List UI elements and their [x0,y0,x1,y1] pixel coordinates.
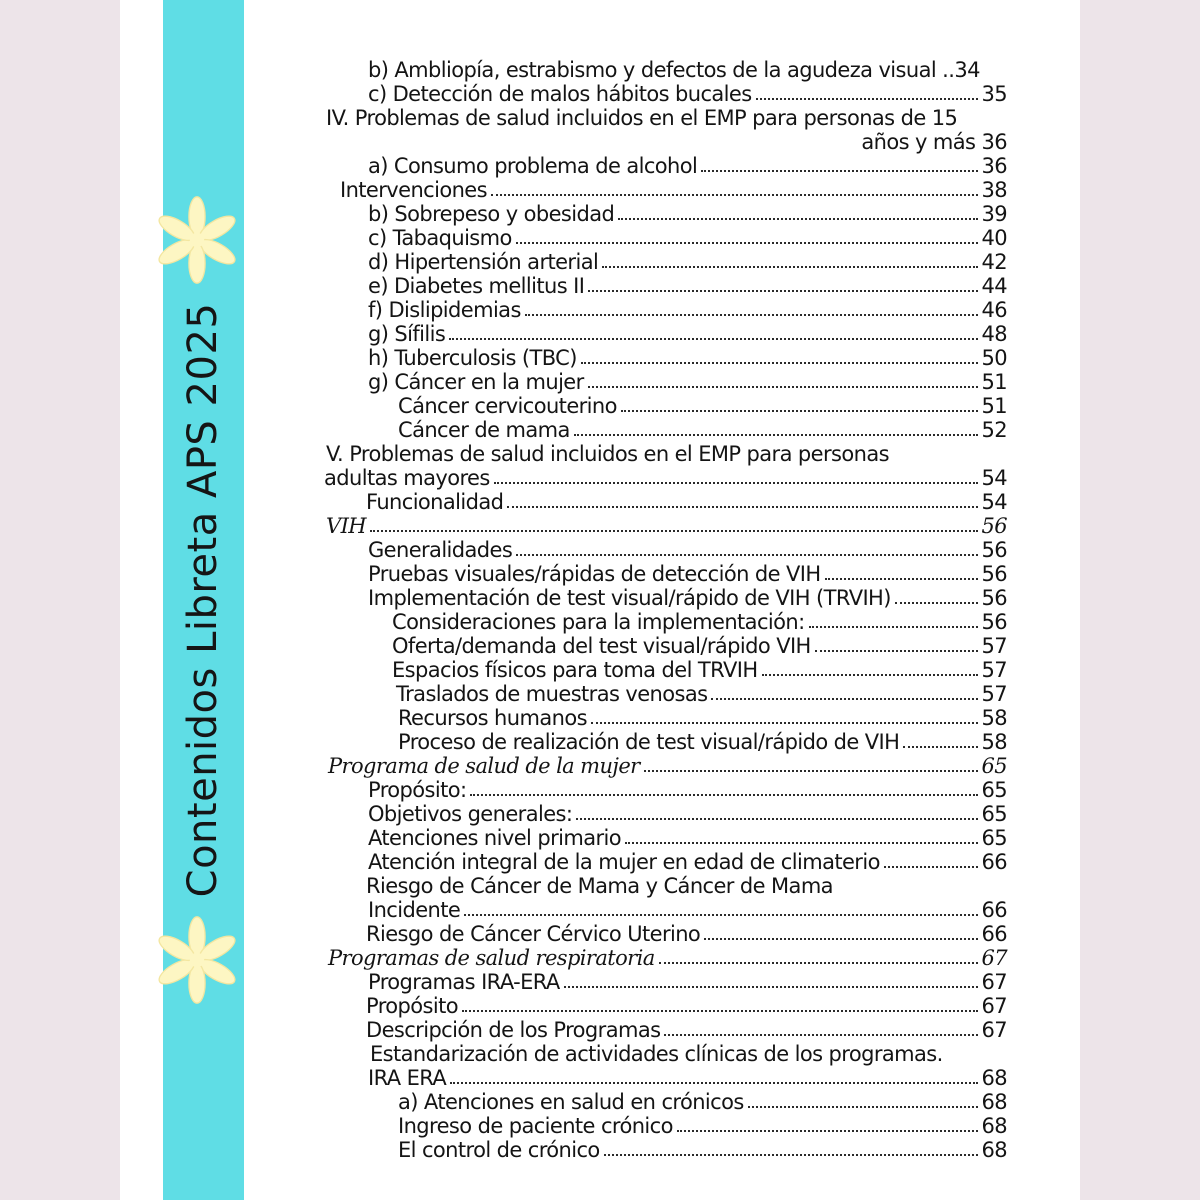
toc-entry-text: Incidente [368,898,461,922]
dot-leader [659,962,979,964]
dot-leader [762,674,979,676]
toc-entry-page: 34 [954,58,980,82]
toc-entry [368,274,1007,298]
toc-entry [368,1066,1007,1090]
dot-leader [756,98,979,100]
dot-leader [895,602,979,604]
toc-entry-text: Oferta/demanda del test visual/rápido VIH [392,634,811,658]
toc-entry-page: 65 [981,778,1007,802]
toc-entry-page: 65 [981,754,1007,778]
toc-entry [392,634,1007,658]
dot-leader [903,746,978,748]
sidebar-title: Contenidos Libreta APS 2025 [180,302,226,898]
toc-entry-text: a) Atenciones en salud en crónicos [398,1090,744,1114]
toc-entry-text: c) Detección de malos hábitos bucales [368,82,752,106]
toc-entry-text: Implementación de test visual/rápido de VIH (TRVIH) [368,586,891,610]
toc-entry-text: Riesgo de Cáncer de Mama y Cáncer de Mama [366,874,833,898]
dot-leader [604,1154,979,1156]
toc-entry-text: Recursos humanos [398,706,587,730]
toc-entry-page: 66 [981,922,1007,946]
toc-entry [398,1090,1007,1114]
dot-leader [450,1082,978,1084]
toc-entry [368,370,1007,394]
toc-entry-page: 57 [981,658,1007,682]
toc-entry-text: Cáncer de mama [398,418,570,442]
toc-entry [368,298,1007,322]
toc-entry [328,754,1007,778]
toc-entry-page: 67 [981,1018,1007,1042]
toc-entry-page: 67 [981,946,1007,970]
toc-entry-text: Descripción de los Programas [366,1018,661,1042]
toc-entry [398,394,1007,418]
toc-entry-page: 56 [981,610,1007,634]
toc-entry [366,490,1007,514]
toc-entry [368,538,1007,562]
toc-entry-page: 50 [981,346,1007,370]
toc-entry-page: 65 [981,802,1007,826]
toc-entry-text: El control de crónico [398,1138,600,1162]
dot-leader [470,794,978,796]
toc-entry-text: Programas de salud respiratoria [328,946,655,970]
dot-leader [825,578,979,580]
dot-leader [370,530,978,532]
toc-entry-text: Espacios físicos para toma del TRVIH [392,658,758,682]
toc-entry-text: b) Ambliopía, estrabismo y defectos de la agudeza visual .. [368,58,955,82]
toc-entry-page: 35 [981,82,1007,106]
toc-entry-page: 68 [981,1066,1007,1090]
dot-leader [516,554,978,556]
toc-entry-page: 54 [981,466,1007,490]
toc-entry [368,58,1007,82]
toc-entry [326,106,957,130]
toc-entry-text: Objetivos generales: [368,802,573,826]
toc-entry [398,1138,1007,1162]
dot-leader [677,1130,979,1132]
toc-entry-page: 67 [981,994,1007,1018]
toc-entry-page: 51 [981,394,1007,418]
toc-entry [396,682,1007,706]
toc-entry [370,1042,943,1066]
toc-entry [328,946,1007,970]
dot-leader [809,626,979,628]
toc-entry-text: f) Dislipidemias [368,298,521,322]
toc-entry [368,778,1007,802]
toc-entry [398,706,1007,730]
dot-leader [588,386,979,388]
dot-leader [494,482,979,484]
toc-entry [392,658,1007,682]
toc-entry-text: Ingreso de paciente crónico [398,1114,673,1138]
dot-leader [884,866,979,868]
toc-entry-page: 36 [981,154,1007,178]
toc-entry [368,970,1007,994]
toc-entry-page: 42 [981,250,1007,274]
toc-entry-page: 65 [981,826,1007,850]
toc-entry-page: 54 [981,490,1007,514]
toc-entry-page: 67 [981,970,1007,994]
toc-entry-page: 36 [981,130,1007,154]
toc-entry-text: Programas IRA-ERA [368,970,560,994]
toc-entry-page: 68 [981,1138,1007,1162]
dot-leader [581,362,979,364]
toc-entry-page: 48 [981,322,1007,346]
toc-entry-page: 44 [981,274,1007,298]
dot-leader [602,266,978,268]
toc-entry-text: c) Tabaquismo [368,226,512,250]
toc-entry [326,514,1007,538]
dot-leader [588,290,978,292]
toc-entry-page: 38 [981,178,1007,202]
toc-entry-text: Riesgo de Cáncer Cérvico Uterino [366,922,701,946]
toc-entry-text: Programa de salud de la mujer [328,754,640,778]
dot-leader [591,722,979,724]
dot-leader [462,1010,979,1012]
toc-entry-text: años y más [861,130,976,154]
toc-entry-text: IV. Problemas de salud incluidos en el EMP para personas de 15 [326,106,958,130]
dot-leader [507,506,978,508]
toc-entry [368,202,1007,226]
toc-entry-text: b) Sobrepeso y obesidad [368,202,615,226]
toc-entry-text: g) Sífilis [368,322,446,346]
toc-entry-page: 57 [981,634,1007,658]
toc-entry [398,418,1007,442]
toc-entry [368,802,1007,826]
toc-entry [398,730,1007,754]
toc-entry-page: 66 [981,850,1007,874]
toc-entry-page: 56 [981,538,1007,562]
toc-entry-page: 56 [981,514,1007,538]
toc-entry-page: 51 [981,370,1007,394]
toc-entry [340,178,1007,202]
toc-entry [368,346,1007,370]
toc-entry-page: 57 [981,682,1007,706]
toc-entry-page: 68 [981,1114,1007,1138]
dot-leader [704,938,978,940]
dot-leader [564,986,979,988]
toc-entry-text: Atención integral de la mujer en edad de climaterio [368,850,880,874]
dot-leader [491,194,979,196]
toc-entry-page: 58 [981,730,1007,754]
dot-leader [449,338,978,340]
dot-leader [621,410,979,412]
toc-entry [366,874,833,898]
toc-entry [368,226,1007,250]
toc-entry [366,922,1007,946]
toc-entry-text: Propósito [366,994,458,1018]
toc-entry [368,82,1007,106]
toc-entry-page: 40 [981,226,1007,250]
dot-leader [664,1034,978,1036]
toc-entry-text: adultas mayores [324,466,490,490]
toc-entry-text: Estandarización de actividades clínicas de los programas. [370,1042,943,1066]
toc-entry-text: Pruebas visuales/rápidas de detección de VIH [368,562,821,586]
toc-entry [366,1018,1007,1042]
toc-entry [368,154,1007,178]
toc-entry-text: Generalidades [368,538,513,562]
toc-entry-page: 52 [981,418,1007,442]
dot-leader [625,842,978,844]
dot-leader [815,650,979,652]
toc-entry-text: g) Cáncer en la mujer [368,370,584,394]
toc-entry-text: IRA ERA [368,1066,447,1090]
dot-leader [748,1106,979,1108]
dot-leader [576,818,978,820]
toc-entry [368,586,1007,610]
toc-entry-page: 56 [981,562,1007,586]
toc-entry [368,898,1007,922]
dot-leader [711,698,978,700]
toc-entry [368,850,1007,874]
toc-entry-page: 58 [981,706,1007,730]
toc-entry-text: Consideraciones para la implementación: [392,610,805,634]
toc-entry [368,562,1007,586]
toc-entry [368,250,1007,274]
toc-entry-page: 46 [981,298,1007,322]
toc-entry-text: Intervenciones [340,178,487,202]
toc-entry-text: d) Hipertensión arterial [368,250,599,274]
dot-leader [618,218,978,220]
dot-leader [525,314,979,316]
toc-entry-text: Traslados de muestras venosas [396,682,708,706]
toc-entry-text: h) Tuberculosis (TBC) [368,346,577,370]
toc-entry-text: Proceso de realización de test visual/rápido de VIH [398,730,900,754]
dot-leader [701,170,978,172]
toc-entry-text: e) Diabetes mellitus II [368,274,585,298]
toc-entry [398,1114,1007,1138]
dot-leader [574,434,979,436]
toc-entry [326,442,889,466]
toc-entry-text: Cáncer cervicouterino [398,394,617,418]
toc-entry-text: a) Consumo problema de alcohol [368,154,698,178]
toc-entry-text: Atenciones nivel primario [368,826,621,850]
toc-entry [368,826,1007,850]
toc-entry-text: Propósito: [368,778,467,802]
toc-entry [392,610,1007,634]
toc-entry-page: 56 [981,586,1007,610]
toc-entry [861,130,1007,154]
toc-entry [324,466,1007,490]
toc-entry-text: Funcionalidad [366,490,504,514]
dot-leader [464,914,978,916]
toc-entry [366,994,1007,1018]
toc-entry-text: VIH [326,514,366,538]
toc-entry-page: 66 [981,898,1007,922]
dot-leader [644,770,979,772]
toc-entry-page: 68 [981,1090,1007,1114]
toc-entry-page: 39 [981,202,1007,226]
toc-entry [368,322,1007,346]
toc-entry-text: V. Problemas de salud incluidos en el EMP para personas [326,442,889,466]
dot-leader [516,242,979,244]
